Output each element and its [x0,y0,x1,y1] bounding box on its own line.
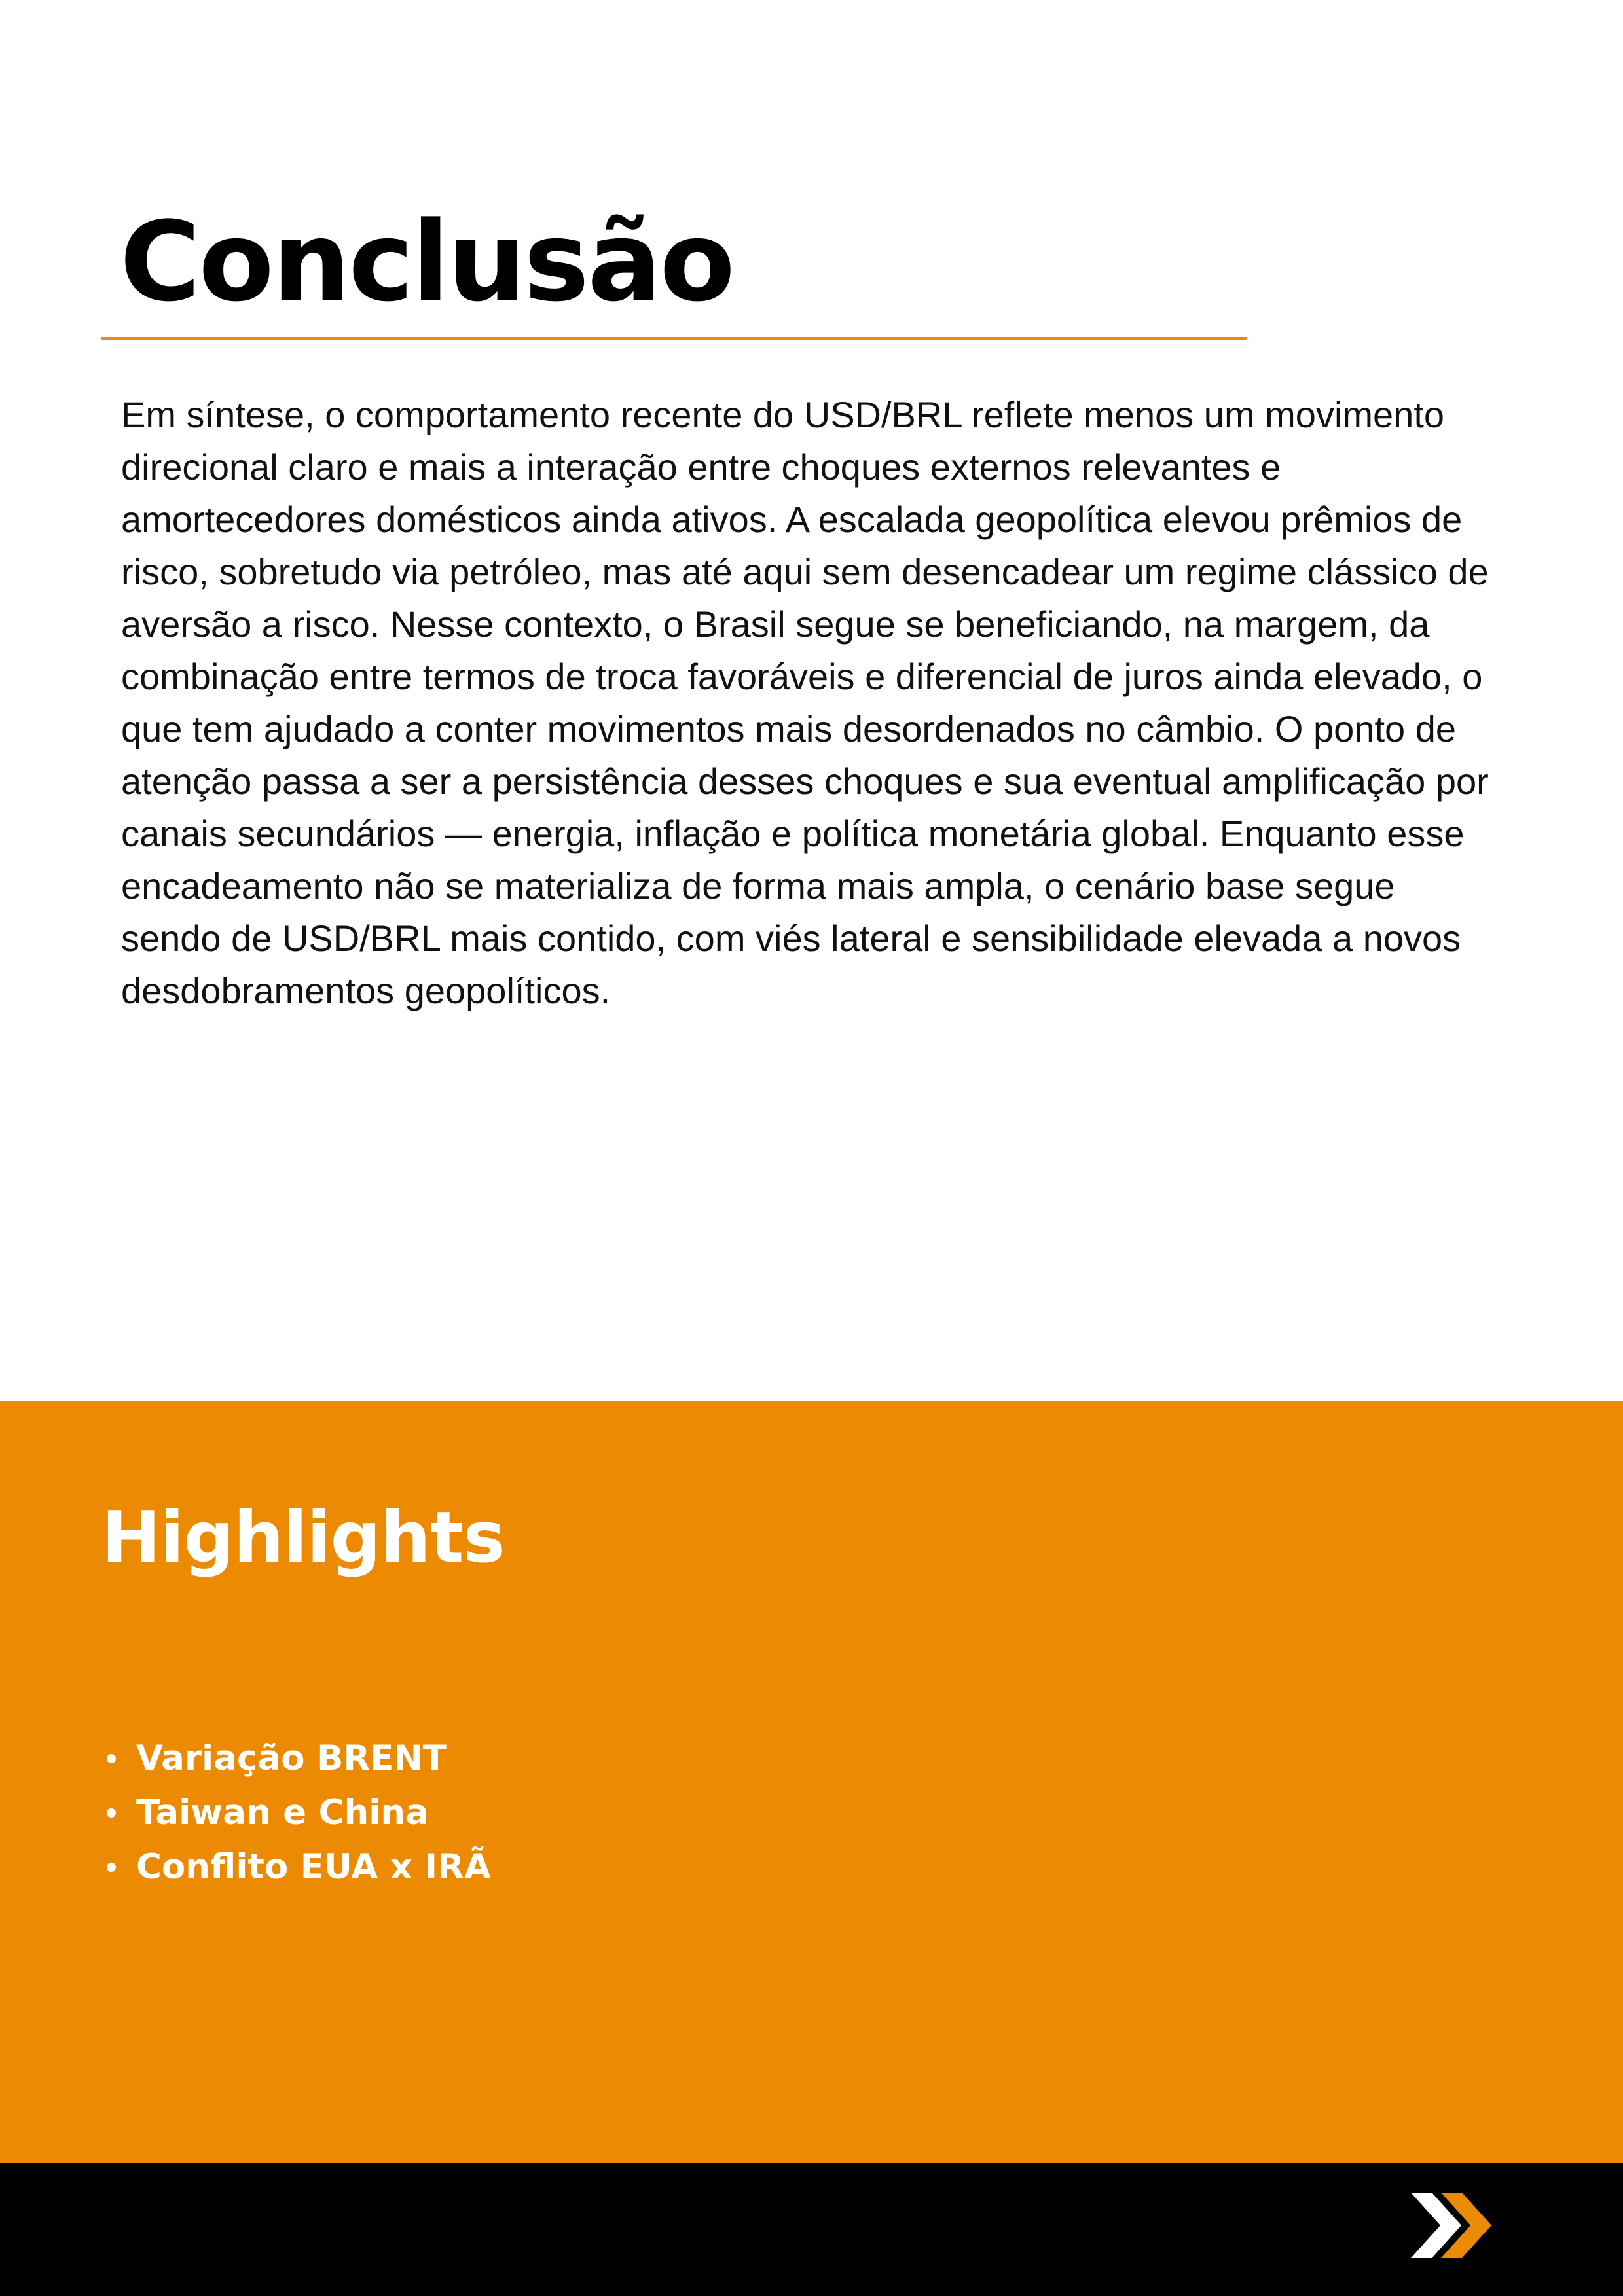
page-title: Conclusão [120,198,733,326]
double-chevron-right-icon [1411,2189,1516,2261]
highlight-item-label: Taiwan e China [136,1793,429,1833]
highlight-item-label: Conflito EUA x IRÃ [136,1847,491,1887]
conclusion-paragraph: Em síntese, o comportamento recente do USD/BRL reflete menos um movimento direcional claro e mais a interação entre choques externos relevantes e amortecedores domésticos ainda ativos. A escalada geopolítica elevou prêmios de risco, sobretudo via petróleo, mas até aqui sem desencadear um regime clássico de aversão a risco. Nesse contexto, o Brasil segue se beneficiando, na margem, da combinação entre termos de troca favoráveis e diferencial de juros ainda elevado, o que tem ajudado a conter movimentos mais desordenados no câmbio. O ponto de atenção passa a ser a persistência desses choques e sua eventual amplificação por canais secundários — energia, inflação e política monetária global. Enquanto esse encadeamento não se materializa de forma mais ampla, o cenário base segue sendo de USD/BRL mais contido, com viés lateral e sensibilidade elevada a novos desdobramentos geopolíticos. [121,394,1489,1011]
highlight-item [101,1785,491,1840]
bullet-icon [107,1754,116,1763]
highlights-list [101,1731,491,1894]
bullet-icon [107,1863,116,1872]
highlights-panel [0,1401,1623,2163]
bullet-icon [107,1808,116,1818]
title-divider [101,337,1247,340]
footer-bar [0,2163,1623,2296]
highlight-item-label: Variação BRENT [136,1738,447,1778]
highlight-item [101,1840,491,1894]
highlight-item [101,1731,491,1785]
highlights-title: Highlights [101,1497,505,1579]
